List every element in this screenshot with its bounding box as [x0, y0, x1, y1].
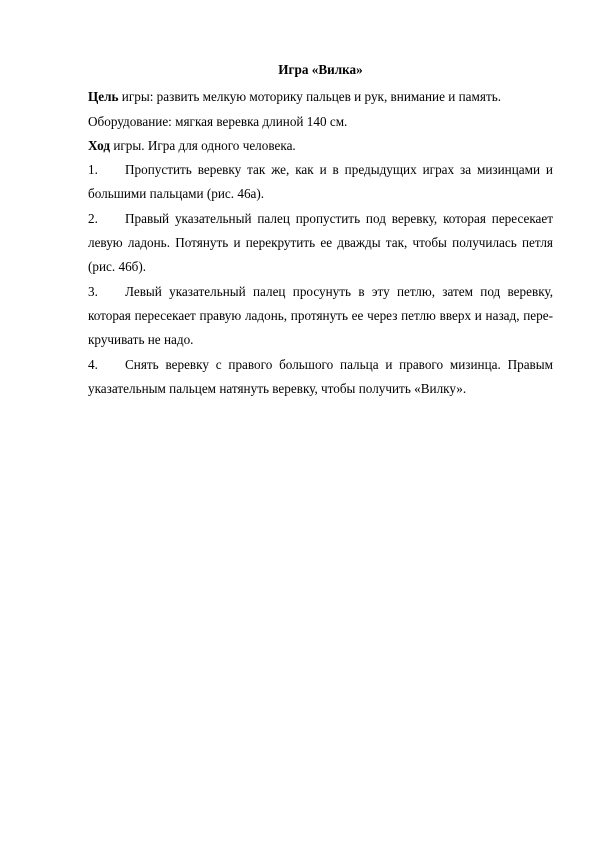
goal-text: игры: развить мелкую моторику пальцев и рук, внимание и память. — [118, 89, 502, 105]
step-1-text: Пропустить веревку так же, как и в предыдущих играх за мизинцами и большими пальцами (рис. 46а). — [88, 162, 553, 202]
step-2 — [88, 207, 553, 280]
step-1 — [88, 158, 553, 207]
step-2-text: Правый указательный палец пропустить под веревку, которая пересекает левую ладонь. Потянуть и перекрутить ее дважды так, чтобы получилась петля (рис. 46б). — [88, 210, 553, 275]
equipment-paragraph: Оборудование: мягкая веревка длиной 140 см. — [88, 113, 348, 129]
document-title: Игра «Вилка» — [278, 62, 363, 77]
step-1-number: 1. — [88, 162, 98, 178]
procedure-lead: Ход — [88, 137, 111, 153]
step-3 — [88, 280, 553, 353]
step-4 — [88, 353, 553, 402]
document-body — [88, 58, 553, 401]
goal-paragraph — [88, 85, 553, 109]
step-2-number: 2. — [88, 210, 98, 226]
step-4-text: Снять веревку с правого большого пальца и правого мизинца. Правым указательным пальцем натянуть веревку, чтобы получить «Вилку». — [88, 356, 553, 396]
step-3-text: Левый указательный палец просунуть в эту петлю, затем под веревку, которая пересекает правую ладонь, протянуть ее через петлю вверх и назад, пере-кручивать не надо. — [88, 283, 553, 348]
procedure-text: игры. Игра для одного человека. — [110, 137, 296, 153]
step-4-number: 4. — [88, 356, 98, 372]
procedure-paragraph — [88, 134, 553, 158]
goal-lead: Цель — [88, 89, 119, 105]
step-3-number: 3. — [88, 283, 98, 299]
